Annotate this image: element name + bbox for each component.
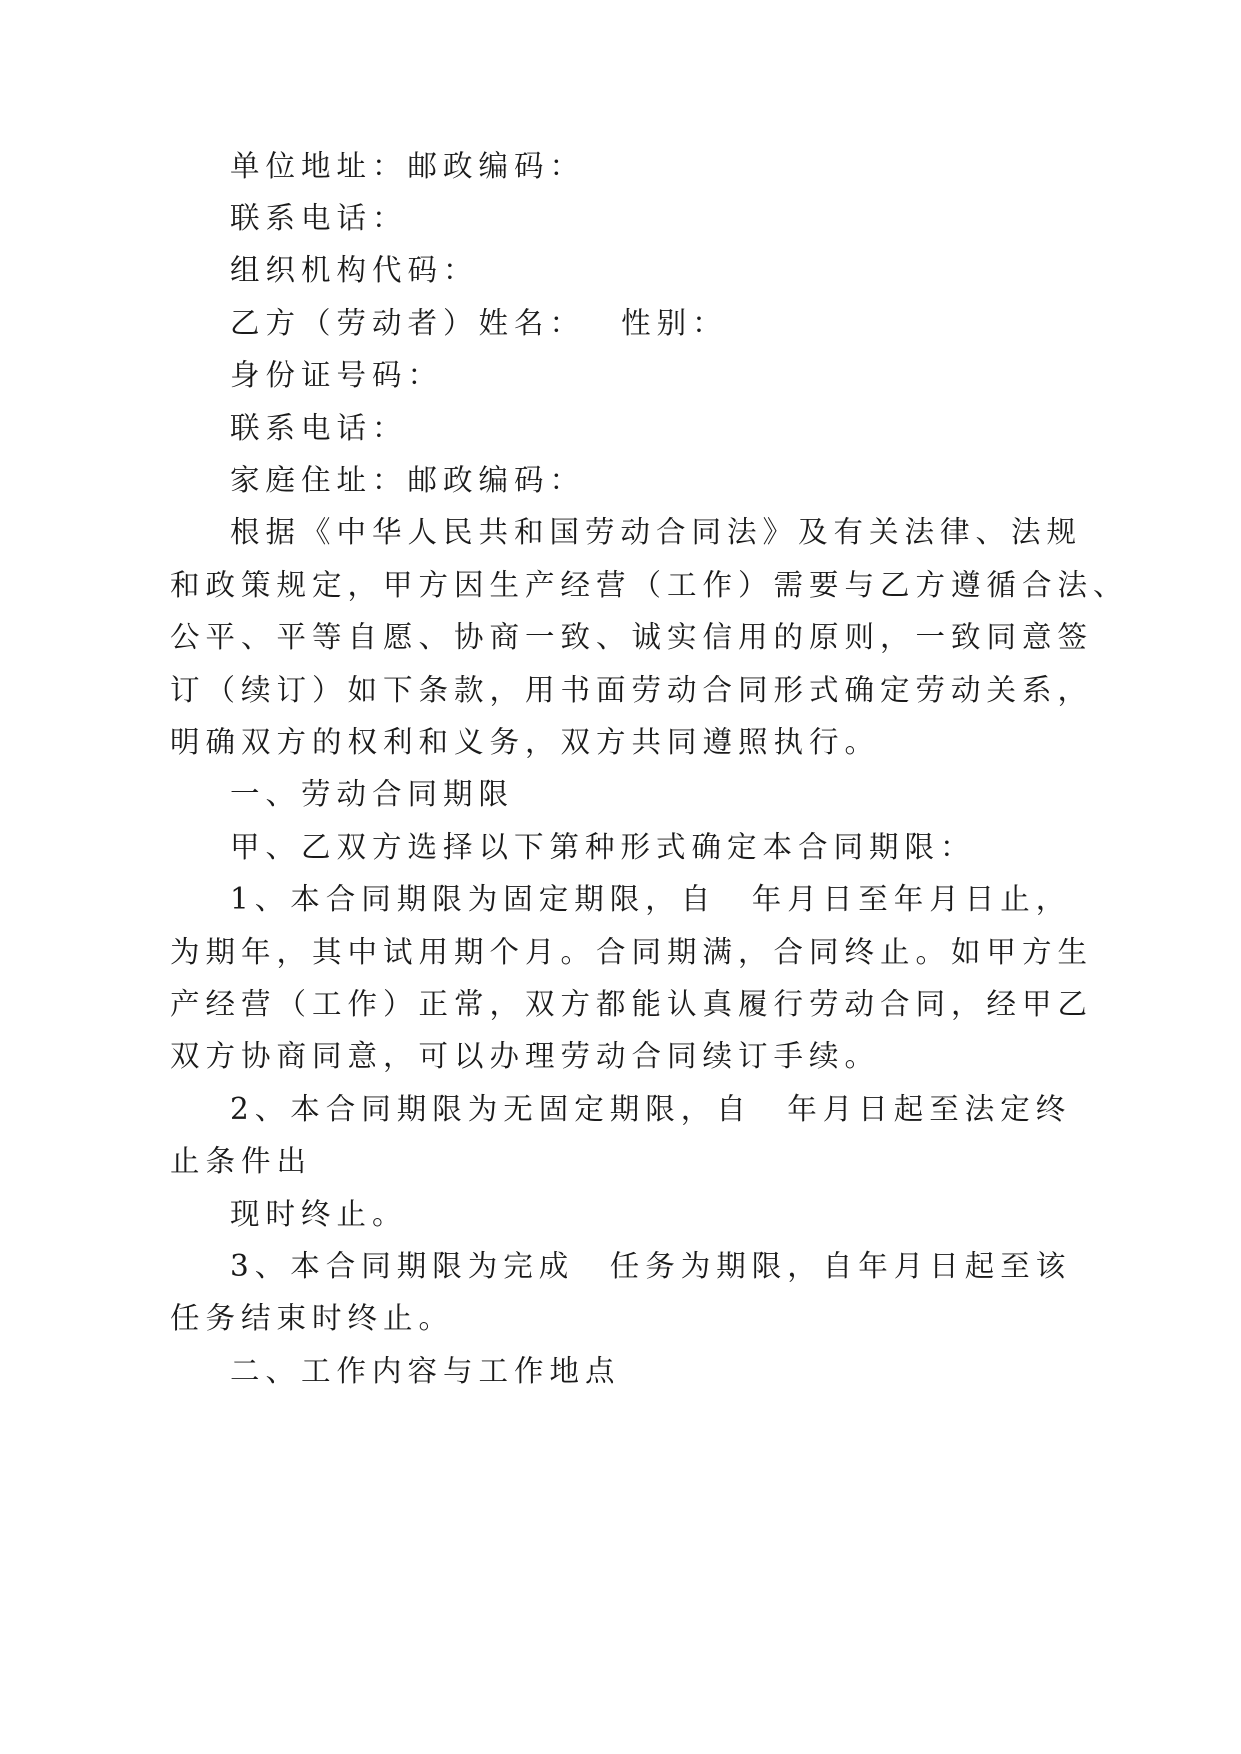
- text-line: 2、本合同期限为无固定期限，自 年月日起至法定终: [230, 1092, 1072, 1126]
- text-line: 根据《中华人民共和国劳动合同法》及有关法律、法规: [230, 515, 1083, 549]
- text-line: 和政策规定，甲方因生产经营（工作）需要与乙方遵循合法、: [170, 568, 1129, 602]
- text-line: 家庭住址：邮政编码：: [230, 463, 586, 497]
- text-line: 组织机构代码：: [230, 253, 479, 287]
- text-line: 单位地址：邮政编码：: [230, 149, 586, 183]
- text-line: 联系电话：: [230, 411, 408, 445]
- text-line: 为期年，其中试用期个月。合同期满，合同终止。如甲方生: [170, 935, 1094, 969]
- text-line: 乙方（劳动者）姓名： 性别：: [230, 306, 728, 340]
- section-heading: 一、劳动合同期限: [230, 777, 515, 811]
- text-line: 3、本合同期限为完成 任务为期限，自年月日起至该: [230, 1249, 1072, 1283]
- text-line: 产经营（工作）正常，双方都能认真履行劳动合同，经甲乙: [170, 987, 1094, 1021]
- text-line: 订（续订）如下条款，用书面劳动合同形式确定劳动关系，: [170, 673, 1094, 707]
- text-line: 身份证号码：: [230, 358, 444, 392]
- text-line: 任务结束时终止。: [170, 1301, 455, 1335]
- text-line: 双方协商同意，可以办理劳动合同续订手续。: [170, 1039, 881, 1073]
- text-line: 止条件出: [170, 1144, 313, 1178]
- text-line: 联系电话：: [230, 201, 408, 235]
- text-line: 明确双方的权利和义务，双方共同遵照执行。: [170, 725, 881, 759]
- text-line: 公平、平等自愿、协商一致、诚实信用的原则，一致同意签: [170, 620, 1094, 654]
- section-heading: 二、工作内容与工作地点: [230, 1354, 621, 1388]
- text-line: 甲、乙双方选择以下第种形式确定本合同期限：: [230, 830, 976, 864]
- text-line: 现时终止。: [230, 1197, 408, 1231]
- text-line: 1、本合同期限为固定期限，自 年月日至年月日止，: [230, 882, 1072, 916]
